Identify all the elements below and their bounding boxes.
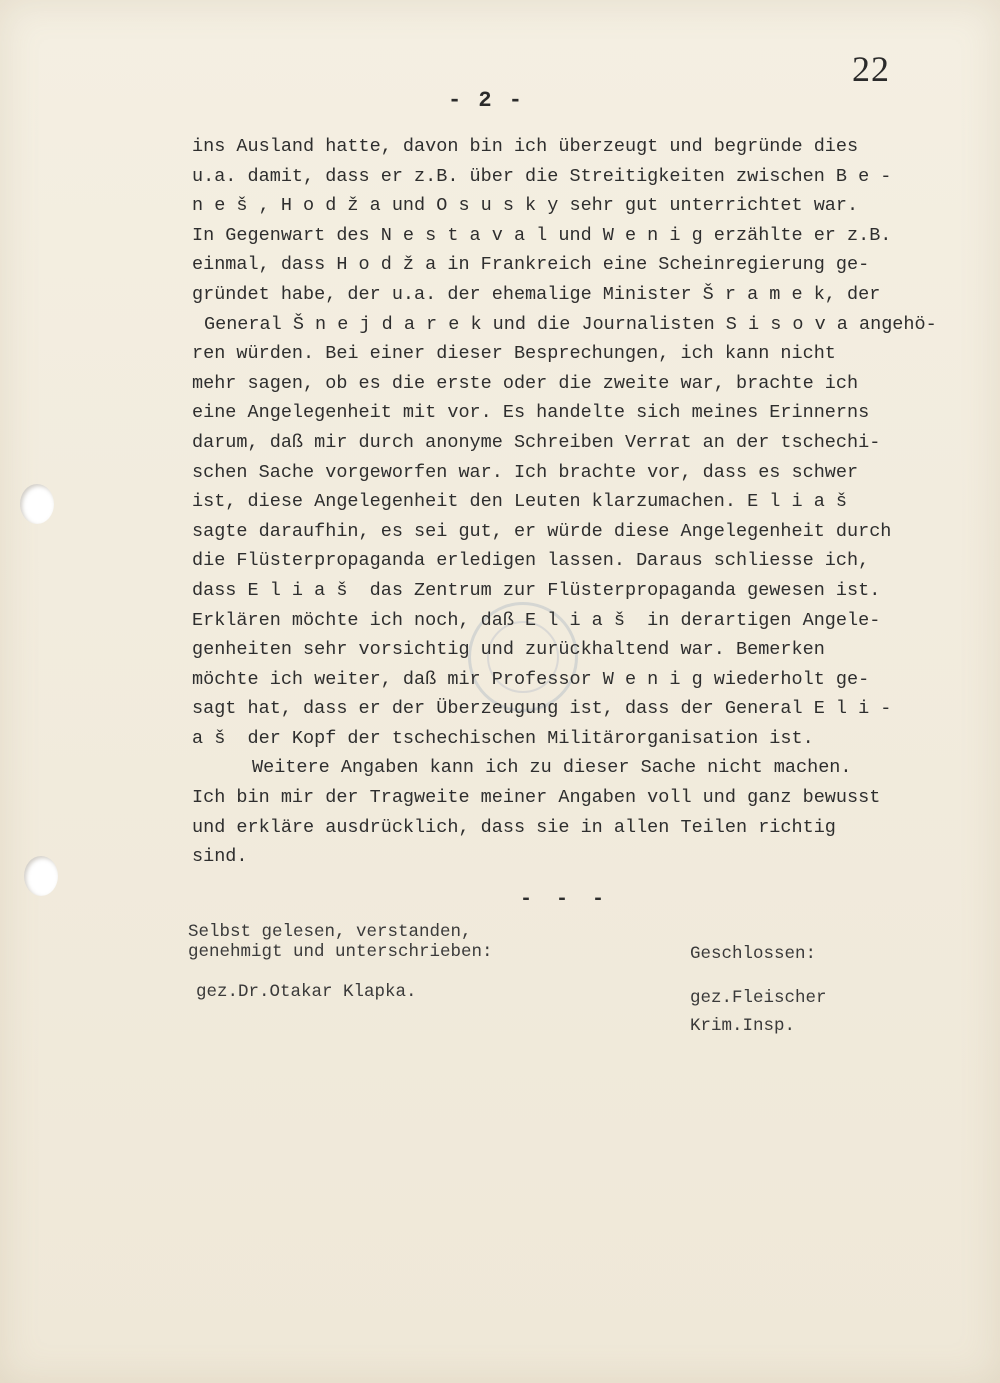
body-line: Ich bin mir der Tragweite meiner Angaben voll und ganz bewusst <box>192 787 881 809</box>
body-line: sagt hat, dass er der Überzeugung ist, dass der General E l i - <box>192 698 892 720</box>
typed-statement-body <box>192 132 982 872</box>
body-line: General Š n e j d a r e k und die Journalisten S i s o v a angehö- <box>204 313 937 335</box>
punch-hole-lower <box>24 856 58 896</box>
body-line: genheiten sehr vorsichtig und zurückhaltend war. Bemerken <box>192 639 825 661</box>
signature-caption-line: genehmigt und unterschrieben: <box>188 942 493 962</box>
body-line: sind. <box>192 846 248 868</box>
signature-block-official <box>690 984 827 1040</box>
body-line: ins Ausland hatte, davon bin ich überzeugt und begründe dies <box>192 136 859 157</box>
signature-caption-line: Selbst gelesen, verstanden, <box>188 922 472 942</box>
body-line: mehr sagen, ob es die erste oder die zweite war, brachte ich <box>192 372 859 394</box>
body-line: möchte ich weiter, daß mir Professor W e n i g wiederholt ge- <box>192 668 870 690</box>
signature-name-witness: gez.Dr.Otakar Klapka. <box>196 982 417 1002</box>
page-marker: - 2 - <box>448 88 525 113</box>
body-line: darum, daß mir durch anonyme Schreiben Verrat an der tschechi- <box>192 431 881 453</box>
signature-name-official: gez.Fleischer <box>690 988 827 1008</box>
body-line: a š der Kopf der tschechischen Militärorganisation ist. <box>192 727 814 749</box>
body-line: einmal, dass H o d ž a in Frankreich eine Scheinregierung ge- <box>192 254 870 276</box>
body-line: schen Sache vorgeworfen war. Ich brachte vor, dass es schwer <box>192 461 859 483</box>
body-line: die Flüsterpropaganda erledigen lassen. Daraus schliesse ich, <box>192 550 870 572</box>
body-line: eine Angelegenheit mit vor. Es handelte sich meines Erinnerns <box>192 402 870 424</box>
body-line: In Gegenwart des N e s t a v a l und W e n i g erzählte er z.B. <box>192 224 892 246</box>
body-line: gründet habe, der u.a. der ehemalige Minister Š r a m e k, der <box>192 283 881 305</box>
body-line: ren würden. Bei einer dieser Besprechungen, ich kann nicht <box>192 343 836 365</box>
body-line: und erkläre ausdrücklich, dass sie in allen Teilen richtig <box>192 816 836 838</box>
body-line: n e š , H o d ž a und O s u s k y sehr gut unterrichtet war. <box>192 195 859 217</box>
body-line: u.a. damit, dass er z.B. über die Streitigkeiten zwischen B e - <box>192 165 892 187</box>
body-line: sagte daraufhin, es sei gut, er würde diese Angelegenheit durch <box>192 520 892 542</box>
section-divider: - - - <box>520 888 611 911</box>
body-line: Erklären möchte ich noch, daß E l i a š in derartigen Angele- <box>192 609 881 631</box>
signature-title-official: Krim.Insp. <box>690 1016 796 1036</box>
body-line: dass E l i a š das Zentrum zur Flüsterpropaganda gewesen ist. <box>192 579 881 601</box>
signature-heading-official: Geschlossen: <box>690 944 817 964</box>
punch-hole-upper <box>20 484 54 524</box>
folio-number: 22 <box>852 49 890 89</box>
body-line: Weitere Angaben kann ich zu dieser Sache nicht machen. <box>252 757 852 779</box>
body-line: ist, diese Angelegenheit den Leuten klarzumachen. E l i a š <box>192 491 848 513</box>
signature-block-witness <box>188 922 493 962</box>
